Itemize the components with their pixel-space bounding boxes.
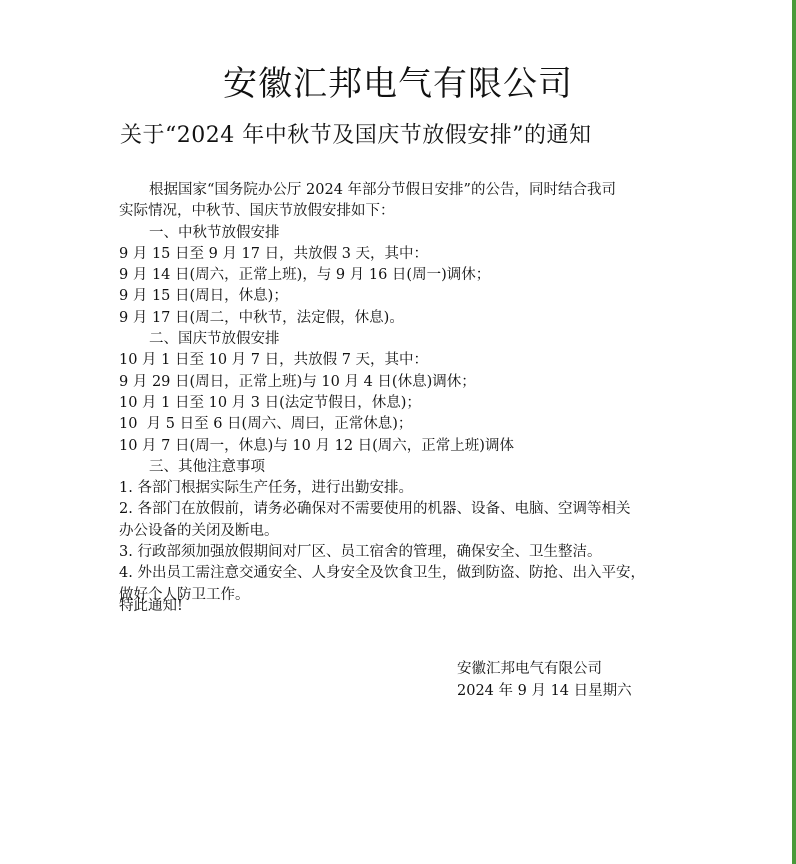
page-edge-bar [792, 0, 796, 864]
mid-autumn-line: 9 月 15 日(周日，休息)； [119, 288, 288, 305]
company-title: 安徽汇邦电气有限公司 [223, 64, 573, 104]
national-day-line: 9 月 29 日(周日，正常上班)与 10 月 4 日(休息)调休； [119, 373, 476, 390]
section-heading-other-notes: 三、其他注意事项 [149, 458, 265, 475]
note-item-4-line-2: 做好个人防卫工作。 [119, 586, 250, 603]
mid-autumn-line: 9 月 15 日至 9 月 17 日，共放假 3 天，其中： [119, 245, 429, 262]
signature-date: 2024 年 9 月 14 日星期六 [457, 683, 632, 699]
national-day-line: 10 月 1 日至 10 月 3 日(法定节假日，休息)； [119, 394, 421, 411]
signature-block [457, 658, 632, 702]
national-day-line: 10 月 1 日至 10 月 7 日，共放假 7 天，其中： [119, 352, 429, 369]
national-day-line: 10 月 7 日(周一，休息)与 10 月 12 日(周六，正常上班)调体 [119, 437, 514, 454]
note-item-2-line-2: 办公设备的关闭及断电。 [119, 522, 279, 539]
note-item-2-line-1: 2. 各部门在放假前，请务必确保对不需要使用的机器、设备、电脑、空调等相关 [119, 501, 631, 518]
intro-line-1: 根据国家“国务院办公厅 2024 年部分节假日安排”的公告，同时结合我司 [149, 182, 616, 198]
notice-body [119, 180, 679, 606]
note-item-3: 3. 行政部须加强放假期间对厂区、员工宿舍的管理，确保安全、卫生整洁。 [119, 544, 602, 561]
intro-line-2: 实际情况，中秋节、国庆节放假安排如下： [119, 203, 395, 220]
mid-autumn-line: 9 月 14 日(周六，正常上班)，与 9 月 16 日(周一)调休； [119, 267, 491, 284]
notice-title: 关于“2024 年中秋节及国庆节放假安排”的通知 [120, 123, 592, 148]
note-item-1: 1. 各部门根据实际生产任务，进行出勤安排。 [119, 480, 413, 497]
section-heading-mid-autumn: 一、中秋节放假安排 [149, 224, 280, 241]
signature-company: 安徽汇邦电气有限公司 [457, 661, 602, 677]
national-day-line: 10 月 5 日至 6 日(周六、周曰，正常休息)； [119, 416, 413, 433]
note-item-4-line-1: 4. 外出员工需注意交通安全、人身安全及饮食卫生，做到防盗、防抢、出入平安， [119, 565, 645, 582]
mid-autumn-line: 9 月 17 日(周二，中秋节，法定假，休息)。 [119, 309, 404, 326]
section-heading-national-day: 二、国庆节放假安排 [149, 331, 280, 348]
closing-remark: 特此通知! [119, 598, 183, 614]
